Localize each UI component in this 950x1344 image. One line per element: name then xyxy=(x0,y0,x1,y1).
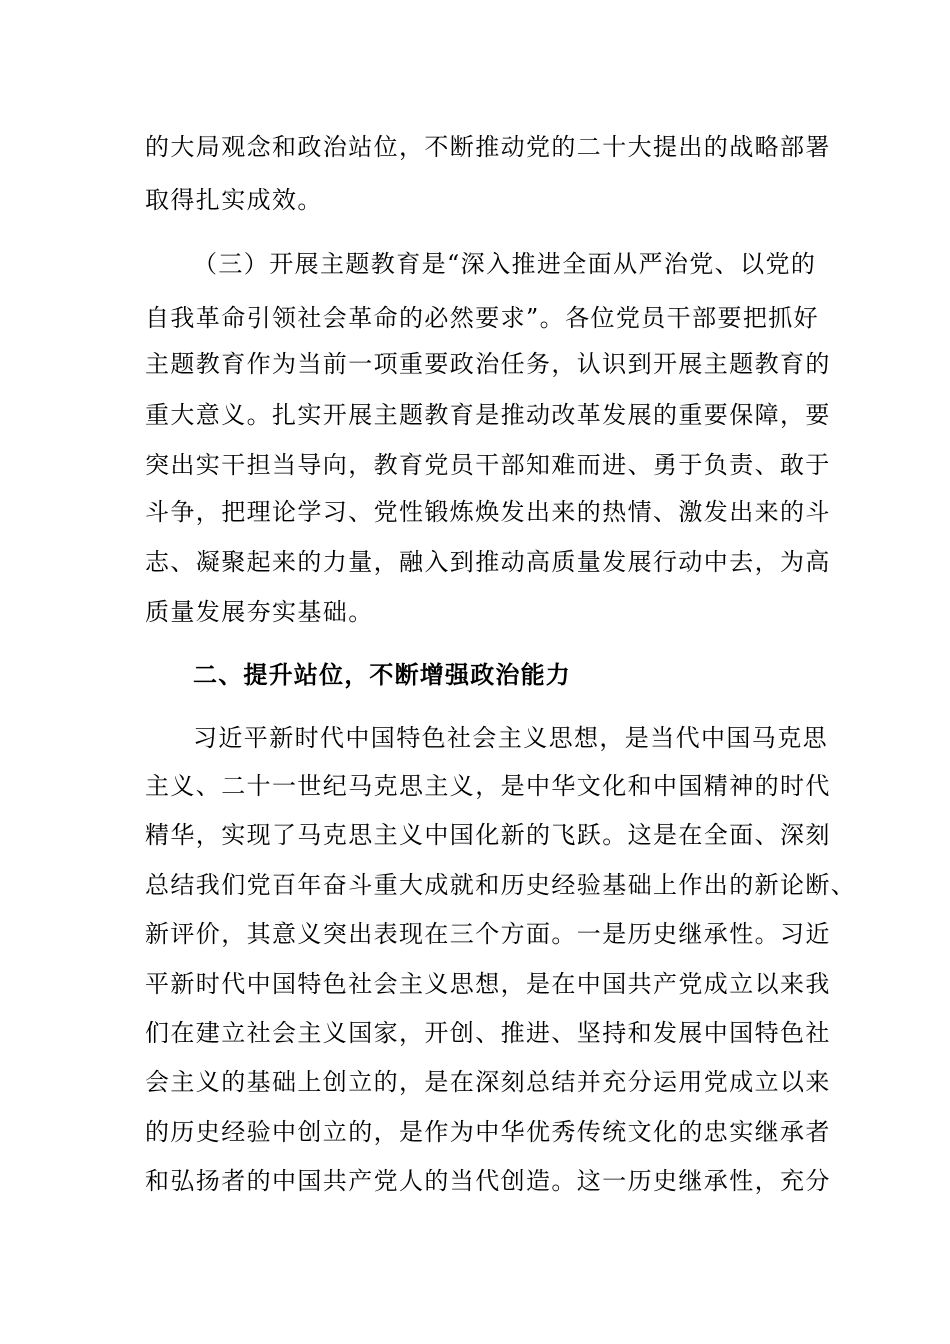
paragraph-line: 斗争，把理论学习、党性锻炼焕发出来的热情、激发出来的斗 xyxy=(145,498,831,526)
paragraph-line: 新评价，其意义突出表现在三个方面。一是历史继承性。习近 xyxy=(145,920,831,948)
paragraph-line: 主题教育作为当前一项重要政治任务，认识到开展主题教育的 xyxy=(145,350,831,378)
paragraph-line: 平新时代中国特色社会主义思想，是在中国共产党成立以来我 xyxy=(145,970,831,998)
paragraph-line: 们在建立社会主义国家，开创、推进、坚持和发展中国特色社 xyxy=(145,1019,831,1047)
paragraph-line: 会主义的基础上创立的，是在深刻总结并充分运用党成立以来 xyxy=(145,1068,831,1096)
paragraph-line: 习近平新时代中国特色社会主义思想，是当代中国马克思 xyxy=(193,724,828,752)
paragraph-line: 精华，实现了马克思主义中国化新的飞跃。这是在全面、深刻 xyxy=(145,821,831,849)
section-heading: 二、提升站位，不断增强政治能力 xyxy=(193,661,571,689)
paragraph-line: 取得扎实成效。 xyxy=(145,186,323,214)
paragraph-line: （三）开展主题教育是“深入推进全面从严治党、以党的 xyxy=(193,250,817,278)
paragraph-line: 志、凝聚起来的力量，融入到推动高质量发展行动中去，为高 xyxy=(145,548,831,576)
paragraph-line: 自我革命引领社会革命的必然要求”。各位党员干部要把抓好 xyxy=(145,304,820,332)
paragraph-line: 的历史经验中创立的，是作为中华优秀传统文化的忠实继承者 xyxy=(145,1118,831,1146)
paragraph-line: 质量发展夯实基础。 xyxy=(145,598,374,626)
paragraph-line: 和弘扬者的中国共产党人的当代创造。这一历史继承性，充分 xyxy=(145,1167,831,1195)
paragraph-line: 总结我们党百年奋斗重大成就和历史经验基础上作出的新论断、 xyxy=(145,871,857,899)
paragraph-line: 的大局观念和政治站位，不断推动党的二十大提出的战略部署 xyxy=(145,133,831,161)
paragraph-line: 重大意义。扎实开展主题教育是推动改革发展的重要保障，要 xyxy=(145,401,831,429)
paragraph-line: 突出实干担当导向，教育党员干部知难而进、勇于负责、敢于 xyxy=(145,451,831,479)
paragraph-line: 主义、二十一世纪马克思主义，是中华文化和中国精神的时代 xyxy=(145,772,831,800)
